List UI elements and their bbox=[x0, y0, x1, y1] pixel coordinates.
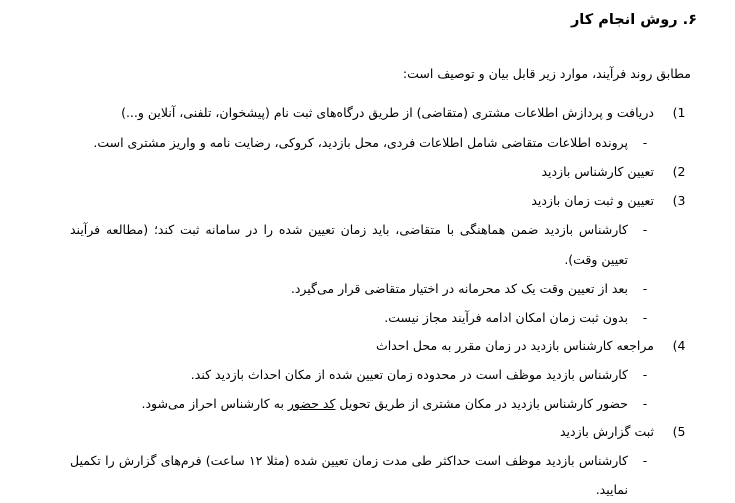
section-title: ۶. روش انجام کار bbox=[570, 12, 697, 28]
bullet-text-continued: نمایید. bbox=[595, 482, 628, 497]
item-text: مراجعه کارشناس بازدید در زمان مقرر به محل احداث bbox=[375, 338, 654, 353]
item-text: ثبت گزارش بازدید bbox=[559, 424, 654, 439]
bullet-text: بدون ثبت زمان امکان ادامه فرآیند مجاز نیست. bbox=[384, 310, 628, 325]
bullet-text: کارشناس بازدید موظف است حداکثر طی مدت زمان تعیین شده (مثلا ۱۲ ساعت) فرم‌های گزارش را تکمیل bbox=[70, 453, 628, 468]
bullet-text-continued: تعیین وقت). bbox=[564, 252, 628, 267]
item-text: دریافت و پردازش اطلاعات مشتری (متقاضی) از طریق درگاه‌های ثبت نام (پیشخوان، تلفنی، آنلاین و...) bbox=[121, 105, 654, 120]
bullet-text: پرونده اطلاعات متقاضی شامل اطلاعات فردی، محل بازدید، کروکی، رضایت نامه و واریز مشتری است. bbox=[93, 135, 628, 150]
item-number: 1) bbox=[672, 105, 686, 120]
item-number: 4) bbox=[672, 338, 686, 353]
bullet-dash: - bbox=[642, 310, 648, 325]
item-number: 2) bbox=[672, 164, 686, 179]
bullet-text: کارشناس بازدید ضمن هماهنگی با متقاضی، باید زمان تعیین شده را در سامانه ثبت کند؛ (مطالعه فرآیند bbox=[70, 222, 628, 237]
item-text: تعیین کارشناس بازدید bbox=[541, 164, 654, 179]
bullet-text: کارشناس بازدید موظف است در محدوده زمان تعیین شده از مکان احداث بازدید کند. bbox=[190, 367, 628, 382]
bullet-text: بعد از تعیین وقت یک کد محرمانه در اختیار متقاضی قرار می‌گیرد. bbox=[290, 281, 628, 296]
item-text: تعیین و ثبت زمان بازدید bbox=[531, 193, 654, 208]
bullet-text-part: حضور کارشناس بازدید در مکان مشتری از طریق تحویل bbox=[335, 396, 628, 411]
item-number: 5) bbox=[672, 424, 686, 439]
bullet-dash: - bbox=[642, 281, 648, 296]
bullet-dash: - bbox=[642, 453, 648, 468]
section-intro: مطابق روند فرآیند، موارد زیر قابل بیان و توصیف است: bbox=[402, 66, 691, 81]
bullet-dash: - bbox=[642, 222, 648, 237]
bullet-text bbox=[142, 396, 628, 411]
bullet-dash: - bbox=[642, 367, 648, 382]
bullet-text-part: به کارشناس احراز می‌شود. bbox=[141, 396, 288, 411]
bullet-dash: - bbox=[642, 135, 648, 150]
presence-code-term: کد حضور bbox=[287, 396, 336, 411]
bullet-dash: - bbox=[642, 396, 648, 411]
item-number: 3) bbox=[672, 193, 686, 208]
